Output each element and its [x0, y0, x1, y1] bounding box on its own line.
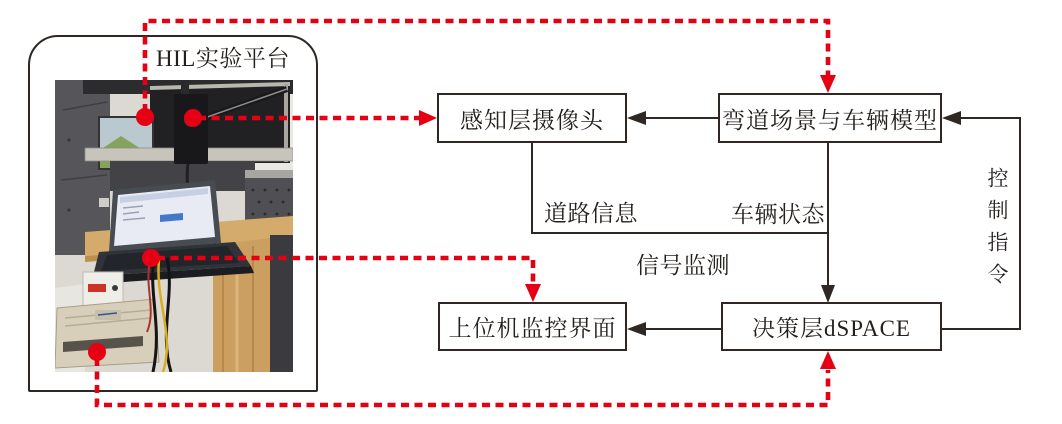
photo-illustration	[55, 80, 293, 372]
node-curve-scene-vehicle-model: 弯道场景与车辆模型	[718, 93, 942, 143]
red-arrowhead-into-camera-box	[419, 110, 437, 126]
arrowhead-into-camera	[627, 111, 646, 125]
photo-dspace-box	[55, 299, 159, 368]
node-decision-dspace: 决策层dSPACE	[721, 302, 942, 351]
red-arrowhead-into-monitor	[525, 284, 541, 302]
node-perception-camera: 感知层摄像头	[437, 93, 627, 143]
arrowhead-into-monitor	[627, 322, 646, 336]
arrowhead-into-dspace	[821, 285, 835, 303]
label-signal-monitor: 信号监测	[636, 253, 730, 278]
label-vehicle-state: 车辆状态	[731, 202, 825, 227]
label-control-command: 控制指令	[985, 167, 1009, 295]
hil-platform-photo	[55, 80, 293, 372]
label-road-info: 道路信息	[544, 201, 638, 226]
arrowhead-into-scene	[942, 111, 961, 125]
node-host-monitor-ui: 上位机监控界面	[438, 302, 627, 351]
platform-title: HIL实验平台	[156, 46, 290, 71]
red-arrowhead-into-dspace	[820, 351, 836, 369]
red-arrowhead-into-scene	[820, 75, 836, 93]
